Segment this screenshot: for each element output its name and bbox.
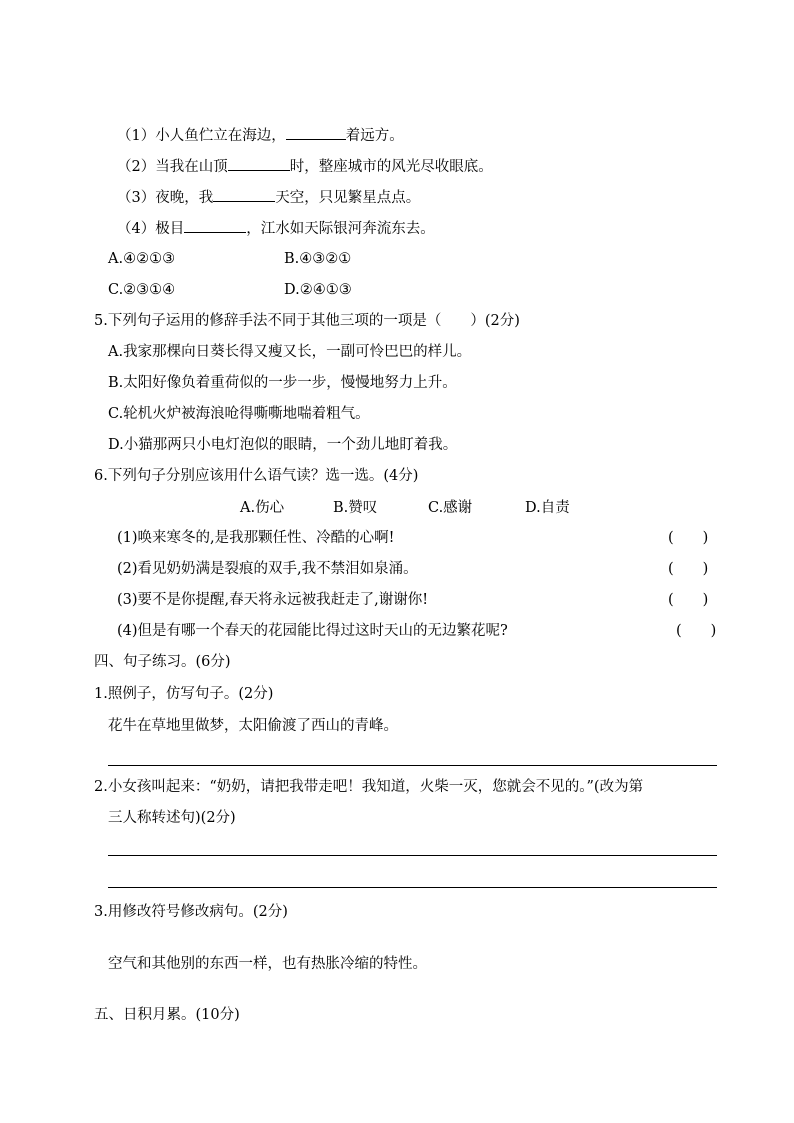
tone-choice-a: A.伤心: [240, 500, 285, 516]
fill-sentence-1-before: （1）小人鱼伫立在海边，: [117, 128, 286, 144]
option-b[interactable]: B.④③②①: [284, 251, 352, 267]
fill-sentence-3: [117, 186, 420, 208]
fill-sentence-4-after: ，江水如天际银河奔流东去。: [246, 221, 435, 237]
tone-choice-d: D.自责: [525, 500, 570, 516]
option-a[interactable]: A.④②①③: [108, 251, 176, 267]
s4-q2-line2: 三人称转述句)(2分): [108, 810, 236, 826]
question-5-stem: 5.下列句子运用的修辞手法不同于其他三项的一项是（ ）(2分): [94, 313, 520, 329]
fill-sentence-3-before: （3）夜晚，我: [117, 190, 214, 206]
fill-sentence-2-after: 时，整座城市的风光尽收眼底。: [289, 159, 493, 175]
answer-paren-4[interactable]: ( ): [676, 623, 717, 639]
fill-sentence-2: [117, 155, 493, 177]
q6-item-4: (4)但是有哪一个春天的花园能比得过这时天山的无边繁花呢?: [117, 623, 508, 639]
tone-choice-b: B.赞叹: [333, 500, 378, 516]
q5-option-a[interactable]: A.我家那棵向日葵长得又瘦又长，一副可怜巴巴的样儿。: [108, 344, 472, 360]
q5-option-b[interactable]: B.太阳好像负着重荷似的一步一步，慢慢地努力上升。: [108, 375, 457, 391]
s4-q1-stem: 1.照例子，仿写句子。(2分): [94, 686, 274, 702]
fill-sentence-2-before: （2）当我在山顶: [117, 159, 228, 175]
q6-item-1: (1)唤来寒冬的,是我那颗任性、冷酷的心啊!: [117, 530, 395, 546]
option-d[interactable]: D.②④①③: [284, 282, 352, 298]
answer-line[interactable]: [108, 855, 717, 856]
answer-paren-1[interactable]: ( ): [668, 530, 709, 546]
q5-option-d[interactable]: D.小猫那两只小电灯泡似的眼睛，一个劲儿地盯着我。: [108, 437, 458, 453]
fill-sentence-1: [117, 124, 404, 146]
answer-blank[interactable]: [286, 124, 346, 140]
answer-blank[interactable]: [213, 186, 275, 202]
fill-sentence-3-after: 天空，只见繁星点点。: [275, 190, 421, 206]
q5-option-c[interactable]: C.轮机火炉被海浪呛得嘶嘶地喘着粗气。: [108, 406, 370, 422]
answer-line[interactable]: [108, 887, 717, 888]
tone-choice-c: C.感谢: [428, 500, 473, 516]
question-6-stem: 6.下列句子分别应该用什么语气读？选一选。(4分): [94, 468, 419, 484]
answer-line[interactable]: [108, 765, 717, 766]
section-5-heading: 五、日积月累。(10分): [94, 1007, 240, 1023]
s4-q3-sentence: 空气和其他别的东西一样，也有热胀冷缩的特性。: [108, 956, 427, 972]
option-c[interactable]: C.②③①④: [108, 282, 176, 298]
s4-q1-example: 花牛在草地里做梦，太阳偷渡了西山的青峰。: [108, 718, 398, 734]
answer-blank[interactable]: [184, 217, 246, 233]
s4-q2-line1: 2.小女孩叫起来：“奶奶，请把我带走吧！我知道，火柴一灭，您就会不见的。”(改为第: [94, 779, 644, 795]
s4-q3-stem: 3.用修改符号修改病句。(2分): [94, 904, 288, 920]
section-4-heading: 四、句子练习。(6分): [94, 654, 231, 670]
answer-paren-2[interactable]: ( ): [668, 561, 709, 577]
fill-sentence-1-after: 着远方。: [345, 128, 404, 144]
answer-paren-3[interactable]: ( ): [668, 592, 709, 608]
fill-sentence-4-before: （4）极目: [117, 221, 185, 237]
q6-item-2: (2)看见奶奶满是裂痕的双手,我不禁泪如泉涌。: [117, 561, 418, 577]
fill-sentence-4: [117, 217, 435, 239]
q6-item-3: (3)要不是你提醒,春天将永远被我赶走了,谢谢你!: [117, 592, 429, 608]
answer-blank[interactable]: [228, 155, 290, 171]
